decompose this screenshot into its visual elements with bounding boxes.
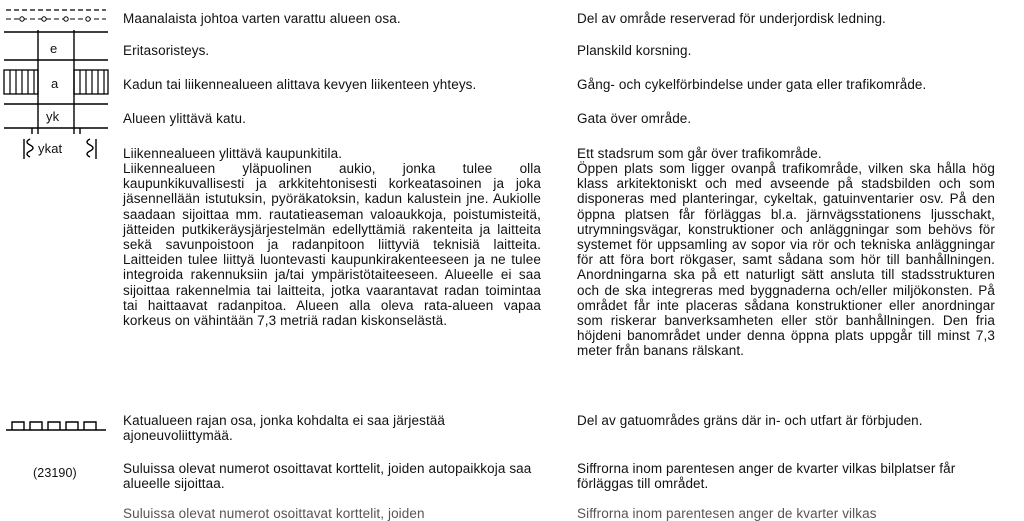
symbol-e-label: e	[50, 41, 58, 56]
symbol-ykat-label: ykat	[38, 141, 63, 156]
underground-line-symbol	[4, 6, 108, 30]
fi-street-over-area: Alueen ylittävä katu.	[123, 111, 246, 126]
symbol-yk-label: yk	[46, 109, 60, 124]
sv-grade-separated-junction: Planskild korsning.	[577, 43, 692, 58]
sv-urban-space-title: Ett stadsrum som går över trafikområde.	[577, 146, 822, 161]
sv-street-over-area: Gata över område.	[577, 111, 692, 126]
no-vehicle-access-symbol	[4, 418, 108, 436]
fi-urban-space-title: Liikennealueen ylittävä kaupunkitila.	[123, 146, 343, 161]
sv-urban-space-body: Öppen plats som ligger ovanpå trafikområde, vilken ska hålla hög klass arkitektoniskt och med avseende på stadsbilden och som disponeras med planteringar, cykeltak, gatuinventarier osv. På den öppna platsen får förläggas bl.a. järnvägsstationens ljusschakt, utrymningsvägar, konstruktioner och anläggningar som behövs för systemet för uppsamling av sopor via rör och tekniska anläggningar för att föra bort rökgaser, samt sådana som hör till banhållningen. Anordningarna ska på ett naturligt sätt ansluta till stadsstrukturen och de ska integreras med byggnaderna och/eller miljökonsten. På området får inte placeras sådana konstruktioner eller anordningar som riskerar banverksamheten eller stör banhållningen. Den fria höjdeni banområdet under denna öppna plats uppgår till minst 7,3 meter från banans rälskant.	[577, 161, 995, 359]
sv-no-vehicle-access: Del av gatuområdes gräns där in- och utfart är förbjuden.	[577, 413, 923, 428]
fi-block-parking: Suluissa olevat numerot osoittavat korttelit, joiden autopaikkoja saa alueelle sijoittaa.	[123, 461, 532, 492]
fi-pedestrian-underpass: Kadun tai liikennealueen alittava kevyen liikenteen yhteys.	[123, 77, 477, 92]
sv-underground-line: Del av område reserverad för underjordisk ledning.	[577, 11, 886, 26]
fi-urban-space-body: Liikennealueen yläpuolinen aukio, jonka tulee olla kaupunkikuvallisesti ja arkkitehtonisesti korkeatasoinen ja joka jäsennellään istutuksin, pyöräkatoksin, kadun kalustein jne. Aukiolle saadaan sijoittaa mm. rautatieaseman valoaukkoja, poistumisteitä, jätteiden putkikeräysjärjestelmän edellyttämiä rakenteita ja laitteita sekä savunpoistoon ja radanpitoon liittyviä teknisiä laitteita. Laitteiden tulee liittyä luontevasti kaupunkirakenteeseen ja ne tulee integroida rakennuksiin ja/tai ympäristötaiteeseen. Alueelle ei saa sijoittaa rakennelmia tai laitteita, jotka vaarantavat radan toimintaa tai haittaavat radanpitoa. Alueen alla oleva rata-alueen vapaa korkeus on vähintään 7,3 metriä radan kiskonselästä.	[123, 161, 541, 329]
sv-block-parking: Siffrorna inom parentesen anger de kvarter vilkas bilplatser får förläggas till området.	[577, 461, 956, 492]
symbol-a-label: a	[51, 76, 59, 91]
sv-partial-next: Siffrorna inom parentesen anger de kvarter vilkas	[577, 506, 877, 521]
fi-underground-line: Maanalaista johtoa varten varattu alueen osa.	[123, 11, 401, 26]
sv-pedestrian-underpass: Gång- och cykelförbindelse under gata eller trafikområde.	[577, 77, 927, 92]
fi-grade-separated-junction: Eritasoristeys.	[123, 43, 210, 58]
fi-no-vehicle-access: Katualueen rajan osa, jonka kohdalta ei saa järjestää ajoneuvoliittymää.	[123, 413, 446, 444]
block-number-code: (23190)	[33, 466, 77, 480]
fi-partial-next: Suluissa olevat numerot osoittavat korttelit, joiden	[123, 506, 425, 521]
